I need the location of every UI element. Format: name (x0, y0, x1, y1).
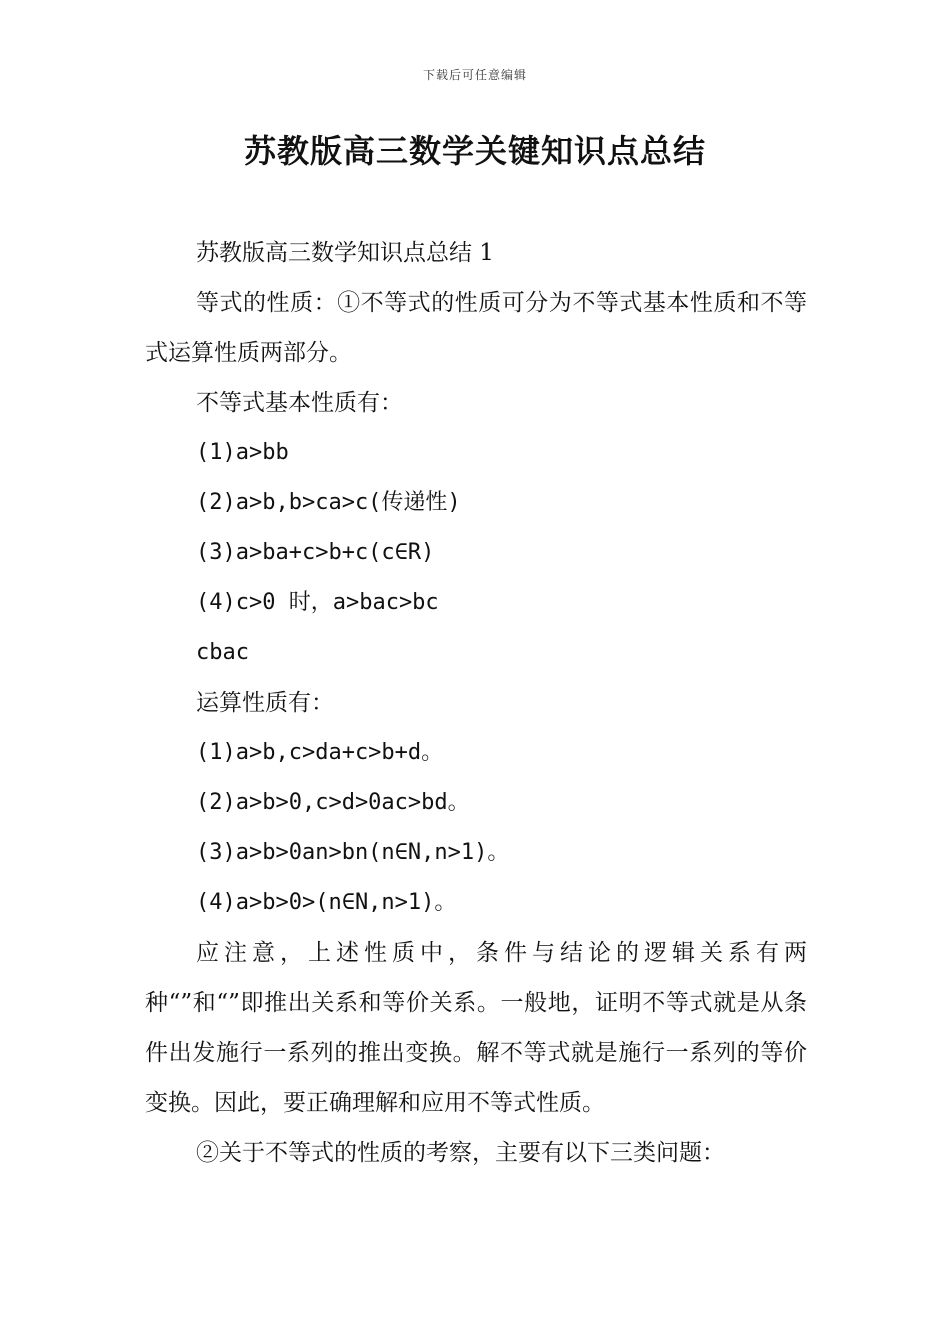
document-title: 苏教版高三数学关键知识点总结 (243, 132, 706, 170)
operation-property-1: (1)a>b,c>da+c>b+d。 (196, 740, 444, 765)
basic-property-4: (4)c>0 时，a>bac>bc (196, 590, 439, 615)
header-note: 下载后可任意编辑 (422, 68, 527, 82)
basic-property-2: (2)a>b,b>ca>c(传递性) (196, 490, 461, 515)
document-body (145, 228, 807, 1178)
operation-property-3: (3)a>b>0an>bn(n∈N,n>1)。 (196, 840, 510, 865)
basic-property-3: (3)a>ba+c>b+c(c∈R) (196, 540, 435, 565)
paragraph-note: 应注意，上述性质中，条件与结论的逻辑关系有两种“”和“”即推出关系和等价关系。一般地，证明不等式就是从条件出发施行一系列的推出变换。解不等式就是施行一系列的等价变换。因此，要正确理解和应用不等式性质。 (145, 940, 807, 1116)
operation-property-4: (4)a>b>0>(n∈N,n>1)。 (196, 890, 457, 915)
section-heading: 苏教版高三数学知识点总结 1 (196, 240, 494, 266)
paragraph-intro: 等式的性质：①不等式的性质可分为不等式基本性质和不等式运算性质两部分。 (145, 290, 807, 366)
paragraph-operation-properties-heading: 运算性质有： (196, 690, 334, 716)
paragraph-question-types: ②关于不等式的性质的考察，主要有以下三类问题： (196, 1140, 725, 1166)
operation-property-2: (2)a>b>0,c>d>0ac>bd。 (196, 790, 470, 815)
basic-property-1: (1)a>bb (196, 440, 289, 465)
basic-property-4-continued: cbac (196, 640, 249, 665)
paragraph-basic-properties-heading: 不等式基本性质有： (196, 390, 403, 416)
